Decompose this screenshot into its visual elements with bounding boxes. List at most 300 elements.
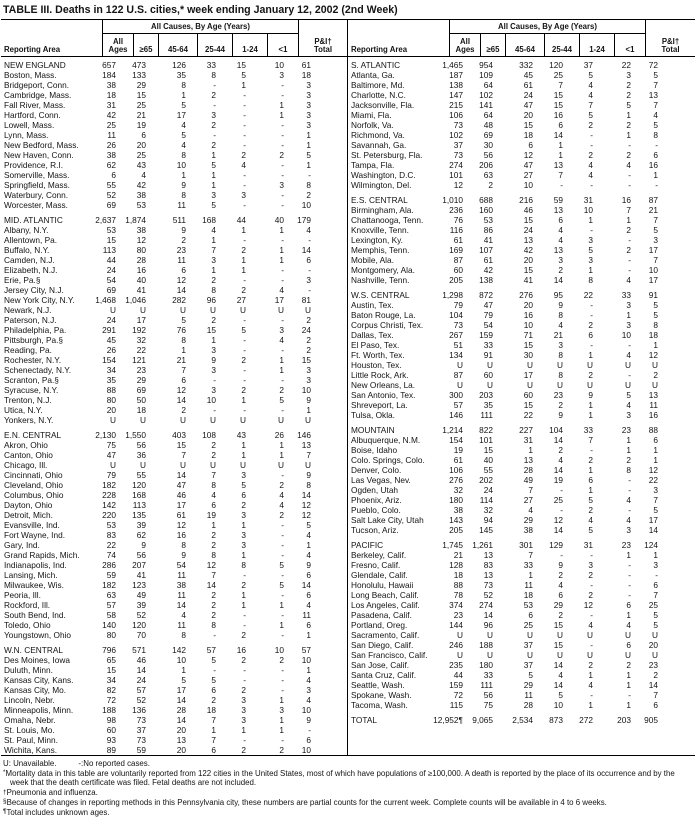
value-cell: 2: [211, 450, 216, 460]
city-row: [348, 475, 695, 485]
value-cell: 6: [241, 490, 246, 500]
value-cell: 102: [479, 90, 493, 100]
value-cell: 2: [626, 150, 631, 160]
city-row: [1, 440, 347, 450]
city-row: [1, 70, 347, 80]
value-cell: 37: [453, 140, 463, 150]
value-cell: 511: [172, 215, 186, 225]
value-cell: 8: [181, 540, 186, 550]
value-cell: 182: [102, 580, 116, 590]
value-cell: 4: [558, 455, 563, 465]
value-cell: 9: [306, 470, 311, 480]
value-cell: 9: [588, 390, 593, 400]
value-cell: 57: [301, 645, 311, 655]
value-cell: 54: [176, 560, 186, 570]
value-cell: 54: [483, 320, 493, 330]
value-cell: -: [243, 335, 246, 345]
value-cell: 1,298: [442, 290, 463, 300]
city-row: [348, 215, 695, 225]
value-cell: 8: [181, 335, 186, 345]
value-cell: 106: [449, 110, 463, 120]
reporting-area-cell: Hartford, Conn.: [4, 110, 61, 120]
value-cell: -: [213, 405, 216, 415]
value-cell: 8: [181, 150, 186, 160]
value-cell: 19: [453, 445, 463, 455]
reporting-area-cell: Washington, D.C.: [351, 170, 416, 180]
value-cell: -: [590, 445, 593, 455]
value-cell: 5: [241, 325, 246, 335]
value-cell: 2: [211, 695, 216, 705]
value-cell: 2: [279, 150, 284, 160]
value-cell: 15: [483, 445, 493, 455]
value-cell: 64: [483, 80, 493, 90]
reporting-area-cell: Omaha, Nebr.: [4, 715, 56, 725]
value-cell: 138: [449, 80, 463, 90]
value-cell: 1: [626, 435, 631, 445]
value-cell: 5: [653, 120, 658, 130]
value-cell: 3: [241, 530, 246, 540]
value-cell: 35: [106, 375, 116, 385]
reporting-area-cell: Kansas City, Mo.: [4, 685, 67, 695]
reporting-area-cell: Houston, Tex.: [351, 360, 402, 370]
value-cell: 6: [211, 685, 216, 695]
value-cell: 3: [241, 470, 246, 480]
value-cell: 6: [306, 735, 311, 745]
value-cell: 22: [106, 540, 116, 550]
value-cell: 1: [279, 365, 284, 375]
city-row: [348, 150, 695, 160]
age-group-header: [449, 20, 646, 56]
value-cell: 12: [648, 465, 658, 475]
value-cell: 8: [588, 275, 593, 285]
city-row: [348, 390, 695, 400]
value-cell: 1: [306, 405, 311, 415]
value-cell: 2: [588, 570, 593, 580]
city-row: [1, 180, 347, 190]
value-cell: 2: [241, 580, 246, 590]
value-cell: 1: [626, 310, 631, 320]
value-cell: 3: [588, 235, 593, 245]
value-cell: 4: [626, 275, 631, 285]
value-cell: 17: [136, 315, 146, 325]
value-cell: 16: [648, 410, 658, 420]
value-cell: 22: [583, 290, 593, 300]
reporting-area-cell: MOUNTAIN: [351, 425, 395, 435]
value-cell: 228: [102, 490, 116, 500]
value-cell: 3: [211, 345, 216, 355]
value-cell: 17: [274, 295, 284, 305]
reporting-area-cell: Fort Wayne, Ind.: [4, 530, 66, 540]
value-cell: 796: [102, 645, 116, 655]
value-cell: 1: [528, 445, 533, 455]
value-cell: 55: [483, 465, 493, 475]
value-cell: 1,261: [472, 540, 493, 550]
value-cell: 4: [588, 160, 593, 170]
value-cell: 41: [136, 285, 146, 295]
city-row: [348, 180, 695, 190]
value-cell: 120: [132, 620, 146, 630]
value-cell: 187: [449, 70, 463, 80]
city-row: [348, 70, 695, 80]
value-cell: 6: [211, 500, 216, 510]
value-cell: 45: [106, 335, 116, 345]
city-row: [1, 200, 347, 210]
value-cell: 24: [301, 325, 311, 335]
value-cell: 16: [176, 530, 186, 540]
value-cell: 1: [279, 695, 284, 705]
value-cell: 6: [211, 745, 216, 755]
value-cell: -: [590, 550, 593, 560]
value-cell: 6: [626, 640, 631, 650]
value-cell: 1: [279, 450, 284, 460]
value-cell: 10: [301, 705, 311, 715]
city-row: [1, 685, 347, 695]
reporting-area-cell: Phoenix, Ariz.: [351, 495, 402, 505]
value-cell: 5: [588, 245, 593, 255]
value-cell: 4: [588, 170, 593, 180]
reporting-area-cell: Lincoln, Nebr.: [4, 695, 55, 705]
value-cell: 53: [106, 520, 116, 530]
value-cell: 8: [653, 130, 658, 140]
city-row: [348, 90, 695, 100]
reporting-area-cell: Lowell, Mass.: [4, 120, 55, 130]
value-cell: 1: [653, 455, 658, 465]
region-total-row: [348, 715, 695, 725]
value-cell: U: [487, 630, 493, 640]
reporting-area-cell: Knoxville, Tenn.: [351, 225, 409, 235]
value-cell: -: [590, 130, 593, 140]
value-cell: -: [281, 90, 284, 100]
value-cell: 15: [206, 325, 216, 335]
pni-label-line1: P&I†: [661, 37, 680, 46]
value-cell: -: [243, 375, 246, 385]
city-row: [1, 570, 347, 580]
column-header-45-64: 45-64: [505, 34, 544, 56]
value-cell: 3: [241, 715, 246, 725]
value-cell: 21: [136, 110, 146, 120]
value-cell: 13: [523, 455, 533, 465]
reporting-area-cell: Shreveport, La.: [351, 400, 408, 410]
value-cell: 2: [241, 285, 246, 295]
value-cell: 4: [558, 580, 563, 590]
value-cell: 1: [626, 700, 631, 710]
city-row: [348, 140, 695, 150]
value-cell: -: [243, 405, 246, 415]
value-cell: U: [557, 650, 563, 660]
value-cell: 120: [549, 60, 563, 70]
value-cell: 18: [523, 130, 533, 140]
value-cell: 1: [279, 725, 284, 735]
value-cell: 83: [483, 560, 493, 570]
value-cell: 5: [626, 390, 631, 400]
value-cell: 73: [453, 320, 463, 330]
value-cell: 14: [648, 525, 658, 535]
value-cell: 59: [553, 195, 563, 205]
value-cell: 2: [241, 745, 246, 755]
value-cell: 93: [106, 735, 116, 745]
value-cell: -: [590, 340, 593, 350]
value-cell: 203: [617, 715, 631, 725]
value-cell: 3: [653, 485, 658, 495]
value-cell: -: [628, 580, 631, 590]
value-cell: 3: [279, 325, 284, 335]
value-cell: 10: [583, 205, 593, 215]
city-row: [1, 150, 347, 160]
value-cell: 20: [523, 255, 533, 265]
value-cell: 18: [453, 570, 463, 580]
pilcrow-marker: ¶: [3, 808, 7, 816]
value-cell: 59: [136, 745, 146, 755]
value-cell: U: [110, 305, 116, 315]
value-cell: U: [180, 415, 186, 425]
value-cell: 12,952¶: [433, 715, 463, 725]
city-row: [1, 480, 347, 490]
city-row: [348, 640, 695, 650]
reporting-area-cell: Des Moines, Iowa: [4, 655, 70, 665]
value-cell: U: [557, 380, 563, 390]
value-cell: -: [628, 235, 631, 245]
value-cell: U: [240, 305, 246, 315]
reporting-area-cell: New Haven, Conn.: [4, 150, 74, 160]
value-cell: 2: [211, 440, 216, 450]
table-header-right: [348, 19, 695, 57]
value-cell: 42: [136, 180, 146, 190]
value-cell: 7: [653, 690, 658, 700]
reporting-area-cell: W.N. CENTRAL: [4, 645, 64, 655]
value-cell: 3: [306, 275, 311, 285]
value-cell: 5: [558, 690, 563, 700]
value-cell: 43: [136, 160, 146, 170]
value-cell: -: [628, 140, 631, 150]
value-cell: 3: [306, 365, 311, 375]
value-cell: 53: [106, 225, 116, 235]
value-cell: -: [243, 130, 246, 140]
value-cell: 38: [136, 190, 146, 200]
value-cell: 32: [136, 335, 146, 345]
value-cell: 2: [588, 150, 593, 160]
value-cell: 111: [480, 410, 493, 420]
value-cell: 21: [553, 330, 563, 340]
value-cell: U: [240, 415, 246, 425]
value-cell: 5: [588, 495, 593, 505]
value-cell: 1: [588, 400, 593, 410]
value-cell: 11: [177, 200, 186, 210]
value-cell: 1: [241, 225, 246, 235]
value-cell: -: [243, 180, 246, 190]
value-cell: 25: [523, 620, 533, 630]
reporting-area-cell: Newark, N.J.: [4, 305, 52, 315]
value-cell: -: [281, 570, 284, 580]
value-cell: 113: [102, 245, 116, 255]
value-cell: 20: [648, 640, 658, 650]
value-cell: -: [560, 180, 563, 190]
reporting-area-cell: Fresno, Calif.: [351, 560, 401, 570]
city-row: [348, 485, 695, 495]
value-cell: U: [625, 380, 631, 390]
value-cell: 12: [583, 600, 593, 610]
value-cell: 17: [176, 685, 186, 695]
value-cell: 10: [176, 160, 186, 170]
reporting-area-cell: Minneapolis, Minn.: [4, 705, 74, 715]
value-cell: 13: [176, 735, 186, 745]
value-cell: 69: [106, 285, 116, 295]
reporting-area-cell: Seattle, Wash.: [351, 680, 405, 690]
value-cell: 2: [241, 355, 246, 365]
footnote-text: Mortality data in this table are voluntarily reported from 122 cities in the United States, most of which have populations of ≥100,000. A death is reported by the place of its occurrence and by the week that the death certificate was filed. Fetal deaths are not included.: [5, 768, 675, 788]
reporting-area-cell: Lexington, Ky.: [351, 235, 403, 245]
city-row: [1, 245, 347, 255]
value-cell: 142: [102, 500, 116, 510]
value-cell: 24: [106, 265, 116, 275]
city-row: [348, 435, 695, 445]
value-cell: 19: [136, 120, 146, 130]
value-cell: 7: [558, 170, 563, 180]
value-cell: U: [305, 460, 311, 470]
value-cell: 1: [588, 350, 593, 360]
value-cell: U: [587, 630, 593, 640]
value-cell: 179: [297, 215, 311, 225]
reporting-area-cell: Savannah, Ga.: [351, 140, 407, 150]
value-cell: -: [628, 690, 631, 700]
value-cell: U: [278, 460, 284, 470]
value-cell: 16: [236, 645, 246, 655]
value-cell: 1: [306, 160, 311, 170]
value-cell: 17: [176, 110, 186, 120]
value-cell: 822: [479, 425, 493, 435]
value-cell: 7: [181, 450, 186, 460]
value-cell: 1: [279, 110, 284, 120]
value-cell: 5: [653, 310, 658, 320]
city-row: [348, 525, 695, 535]
value-cell: 4: [306, 600, 311, 610]
value-cell: 147: [449, 90, 463, 100]
value-cell: 374: [449, 600, 463, 610]
city-row: [348, 205, 695, 215]
value-cell: 38: [523, 525, 533, 535]
value-cell: 114: [479, 495, 493, 505]
value-cell: 14: [301, 245, 311, 255]
value-cell: 7: [653, 80, 658, 90]
value-cell: -: [281, 540, 284, 550]
footnote-unknown-ages: [3, 808, 693, 818]
reporting-area-cell: Gary, Ind.: [4, 540, 40, 550]
value-cell: 79: [106, 470, 116, 480]
value-cell: 20: [136, 140, 146, 150]
value-cell: 20: [176, 745, 186, 755]
value-cell: -: [243, 275, 246, 285]
table-header-left: [1, 19, 347, 57]
value-cell: 12: [648, 350, 658, 360]
reporting-area-cell: Philadelphia, Pa.: [4, 325, 67, 335]
value-cell: 2: [488, 180, 493, 190]
value-cell: 113: [132, 500, 146, 510]
value-cell: 1: [279, 440, 284, 450]
value-cell: 4: [626, 620, 631, 630]
value-cell: 7: [211, 715, 216, 725]
value-cell: 403: [172, 430, 186, 440]
footnotes: [1, 756, 695, 817]
value-cell: 2: [653, 670, 658, 680]
value-cell: -: [590, 140, 593, 150]
value-cell: -: [281, 315, 284, 325]
reporting-area-cell: Mobile, Ala.: [351, 255, 394, 265]
value-cell: 10: [176, 655, 186, 665]
value-cell: 1,214: [442, 425, 463, 435]
value-cell: 87: [453, 370, 463, 380]
value-cell: 129: [549, 540, 563, 550]
value-cell: 15: [523, 265, 533, 275]
value-cell: -: [243, 610, 246, 620]
value-cell: 1: [558, 150, 563, 160]
value-cell: -: [243, 200, 246, 210]
value-cell: U: [557, 630, 563, 640]
value-cell: 48: [483, 120, 493, 130]
column-group-label: All Causes, By Age (Years): [103, 20, 298, 34]
value-cell: 56: [483, 690, 493, 700]
value-cell: U: [140, 460, 146, 470]
value-cell: 14: [553, 525, 563, 535]
city-row: [1, 745, 347, 755]
value-cell: 8: [653, 320, 658, 330]
value-cell: 42: [523, 245, 533, 255]
value-cell: 300: [449, 390, 463, 400]
value-cell: U: [457, 380, 463, 390]
value-cell: 4: [626, 350, 631, 360]
reporting-area-cell: Pasadena, Calif.: [351, 610, 412, 620]
reporting-area-cell: Long Beach, Calif.: [351, 590, 419, 600]
pni-label-line2: Total: [661, 45, 680, 54]
value-cell: 60: [106, 725, 116, 735]
value-cell: 61: [301, 60, 311, 70]
value-cell: 3: [653, 235, 658, 245]
value-cell: -: [243, 100, 246, 110]
value-cell: 2: [211, 530, 216, 540]
value-cell: -: [281, 735, 284, 745]
value-cell: 47: [176, 480, 186, 490]
city-row: [1, 160, 347, 170]
value-cell: 12: [136, 235, 146, 245]
value-cell: 16: [523, 310, 533, 320]
value-cell: 31: [106, 100, 116, 110]
value-cell: 37: [523, 640, 533, 650]
value-cell: 14: [136, 665, 146, 675]
age-group-header: [102, 20, 299, 56]
reporting-area-cell: Worcester, Mass.: [4, 200, 68, 210]
city-row: [348, 465, 695, 475]
city-row: [1, 305, 347, 315]
value-cell: 73: [453, 150, 463, 160]
city-row: [348, 330, 695, 340]
value-cell: -: [243, 140, 246, 150]
city-row: [1, 395, 347, 405]
value-cell: 301: [519, 540, 533, 550]
value-cell: 58: [106, 610, 116, 620]
value-cell: -: [281, 610, 284, 620]
value-cell: 12: [176, 385, 186, 395]
value-cell: -: [243, 675, 246, 685]
pni-label-line1: P&I†: [314, 37, 332, 46]
value-cell: 473: [132, 60, 146, 70]
city-row: [1, 275, 347, 285]
value-cell: 21: [176, 355, 186, 365]
city-row: [1, 715, 347, 725]
value-cell: 9: [306, 395, 311, 405]
value-cell: 188: [102, 705, 116, 715]
value-cell: 5: [306, 520, 311, 530]
value-cell: 6: [588, 330, 593, 340]
value-cell: 76: [453, 215, 463, 225]
value-cell: 13: [553, 160, 563, 170]
